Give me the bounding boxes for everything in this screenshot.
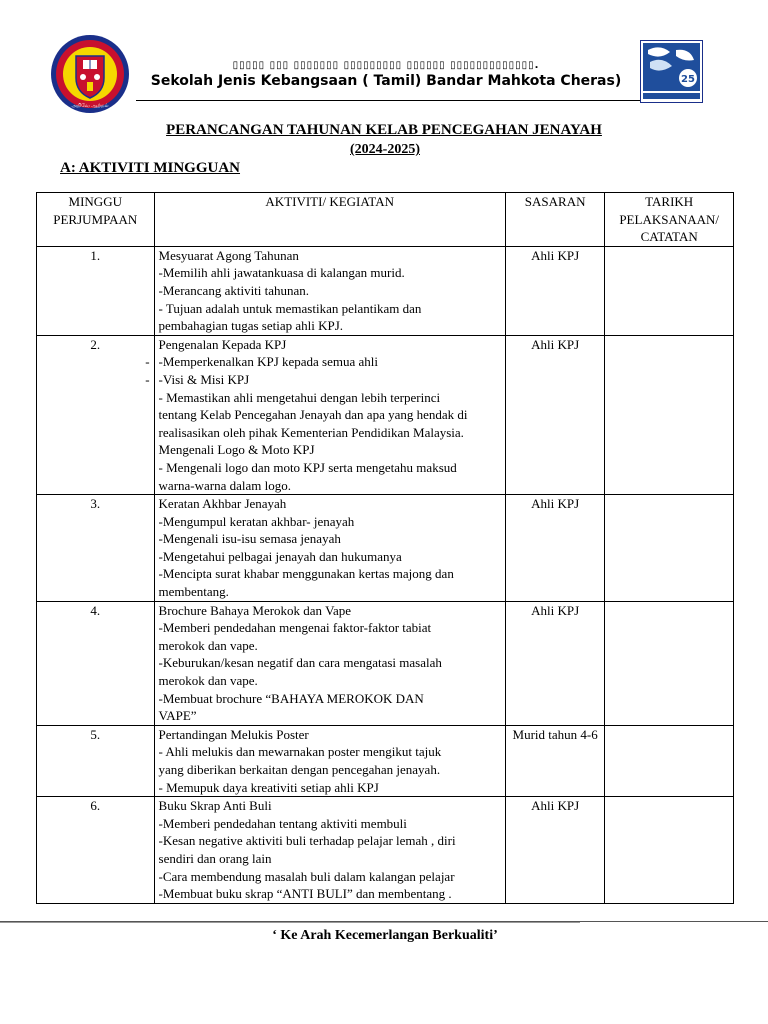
activity-title: Mesyuarat Agong Tahunan (158, 247, 299, 263)
footer-divider-secondary (0, 922, 580, 923)
activity-detail: -Mencipta surat khabar menggunakan kertas majong dan (158, 566, 454, 582)
activity-detail: membentang. (158, 584, 229, 600)
activity-cell (154, 725, 505, 796)
table-row (37, 246, 734, 335)
document-subtitle: (2024-2025) (350, 142, 420, 157)
activity-detail: merokok dan vape. (158, 673, 258, 689)
header-divider (136, 100, 640, 101)
week-number: 5. (90, 726, 101, 742)
activity-detail: - Ahli melukis dan mewarnakan poster mengikut tajuk (158, 744, 442, 760)
target-cell: Ahli KPJ (505, 335, 604, 494)
table-header-row (37, 193, 734, 247)
margin-dash: - (145, 354, 150, 370)
activity-detail: -Kesan negative aktiviti buli terhadap pelajar lemah , diri (158, 833, 456, 849)
activity-detail: -Mengetahui pelbagai jenayah dan hukumanya (158, 548, 402, 564)
date-notes-cell (605, 725, 734, 796)
activity-detail: realisasikan oleh pihak Kementerian Pendidikan Malaysia. (158, 424, 464, 440)
week-number: 1. (90, 247, 101, 263)
document-title: PERANCANGAN TAHUNAN KELAB PENCEGAHAN JENAYAH (166, 122, 602, 138)
activity-detail: -Membuat brochure “BAHAYA MEROKOK DAN (158, 690, 424, 706)
table-row (37, 725, 734, 796)
activity-detail: - Mengenali logo dan moto KPJ serta mengetahu maksud (158, 459, 457, 475)
activity-detail: - Tujuan adalah untuk memastikan pelantikam dan (158, 300, 422, 316)
activity-title: Buku Skrap Anti Buli (158, 798, 272, 814)
svg-text:25: 25 (681, 74, 695, 85)
week-number-cell (37, 797, 155, 904)
date-notes-cell (605, 601, 734, 725)
activity-detail: yang diberikan berkaitan dengan pencegahan jenayah. (158, 762, 441, 777)
week-number: 6. (90, 798, 101, 814)
letterhead (0, 0, 768, 110)
activity-detail: -Memperkenalkan KPJ kepada semua ahli (158, 354, 379, 370)
activity-cell (154, 601, 505, 725)
week-number: 3. (90, 496, 101, 512)
activity-detail: -Mengenali isu-isu semasa jenayah (158, 531, 341, 547)
week-number-cell (37, 335, 155, 494)
date-notes-cell (605, 335, 734, 494)
activity-detail: -Membuat buku skrap “ANTI BULI” dan membentang . (158, 886, 452, 902)
target-cell: Ahli KPJ (505, 797, 604, 904)
target-cell: Ahli KPJ (505, 495, 604, 602)
activity-detail: pembahagian tugas setiap ahli KPJ. (158, 318, 344, 334)
activity-detail: merokok dan vape. (158, 637, 258, 653)
table-row (37, 495, 734, 602)
target-cell: Murid tahun 4-6 (505, 725, 604, 796)
margin-dash: - (145, 371, 150, 387)
table-row (37, 797, 734, 904)
school-name: Sekolah Jenis Kebangsaan ( Tamil) Bandar Mahkota Cheras) (150, 73, 622, 89)
week-number: 2. (90, 336, 101, 352)
date-notes-cell (605, 246, 734, 335)
school-motto: ‘ Ke Arah Kecemerlangan Berkualiti’ (272, 928, 498, 943)
activity-cell (154, 495, 505, 602)
activity-detail: -Merancang aktiviti tahunan. (158, 282, 310, 298)
date-notes-cell (605, 797, 734, 904)
activity-detail: sendiri dan orang lain (158, 850, 272, 866)
activity-detail: -Mengumpul keratan akhbar- jenayah (158, 513, 355, 529)
activity-cell (154, 335, 505, 494)
header-target: SASARAN (505, 193, 604, 247)
target-cell: Ahli KPJ (505, 601, 604, 725)
activity-detail: warna-warna dalam logo. (158, 477, 292, 493)
week-number-cell (37, 495, 155, 602)
date-notes-cell (605, 495, 734, 602)
activity-title: Pertandingan Melukis Poster (158, 726, 309, 742)
activity-title: Pengenalan Kepada KPJ (158, 336, 287, 352)
activity-table (36, 192, 734, 904)
activity-detail: - Memupuk daya kreativiti setiap ahli KPJ (158, 779, 379, 795)
activity-detail: -Cara membendung masalah buli dalam kalangan pelajar (158, 868, 455, 884)
svg-text:அறிவே ஆற்றல்: அறிவே ஆற்றல் (71, 103, 109, 109)
activity-detail: -Memberi pendedahan mengenai faktor-faktor tabiat (158, 620, 432, 636)
section-heading: A: AKTIVITI MINGGUAN (60, 160, 241, 176)
activity-cell (154, 246, 505, 335)
week-number-cell (37, 601, 155, 725)
activity-detail: -Visi & Misi KPJ (158, 371, 250, 387)
school-crest-logo (50, 34, 130, 114)
header-date-notes: TARIKH PELAKSANAAN/ CATATAN (605, 193, 734, 247)
ministry-anniversary-logo (640, 40, 703, 103)
header-activity: AKTIVITI/ KEGIATAN (154, 193, 505, 247)
activity-detail: -Memilih ahli jawatankuasa di kalangan murid. (158, 265, 405, 281)
week-number-cell (37, 725, 155, 796)
activity-detail: -Memberi pendedahan tentang aktiviti membuli (158, 815, 407, 831)
activity-detail: Mengenali Logo & Moto KPJ (158, 442, 315, 458)
activity-cell (154, 797, 505, 904)
activity-title: Brochure Bahaya Merokok dan Vape (158, 602, 352, 618)
activity-detail: tentang Kelab Pencegahan Jenayah dan apa yang hendak di (158, 407, 468, 423)
school-name-tamil: ▯▯▯▯▯ ▯▯▯ ▯▯▯▯▯▯▯ ▯▯▯▯▯▯▯▯▯ ▯▯▯▯▯▯ ▯▯▯▯▯▯▯▯▯▯▯▯▯. (232, 60, 540, 71)
activity-detail: VAPE” (158, 708, 197, 724)
table-row (37, 335, 734, 494)
activity-detail: - Memastikan ahli mengetahui dengan lebih terperinci (158, 389, 441, 405)
target-cell: Ahli KPJ (505, 246, 604, 335)
week-number: 4. (90, 602, 101, 618)
header-week: MINGGU PERJUMPAAN (37, 193, 155, 247)
activity-detail: -Keburukan/kesan negatif dan cara mengatasi masalah (158, 655, 442, 671)
activity-title: Keratan Akhbar Jenayah (158, 496, 287, 512)
table-row (37, 601, 734, 725)
week-number-cell (37, 246, 155, 335)
